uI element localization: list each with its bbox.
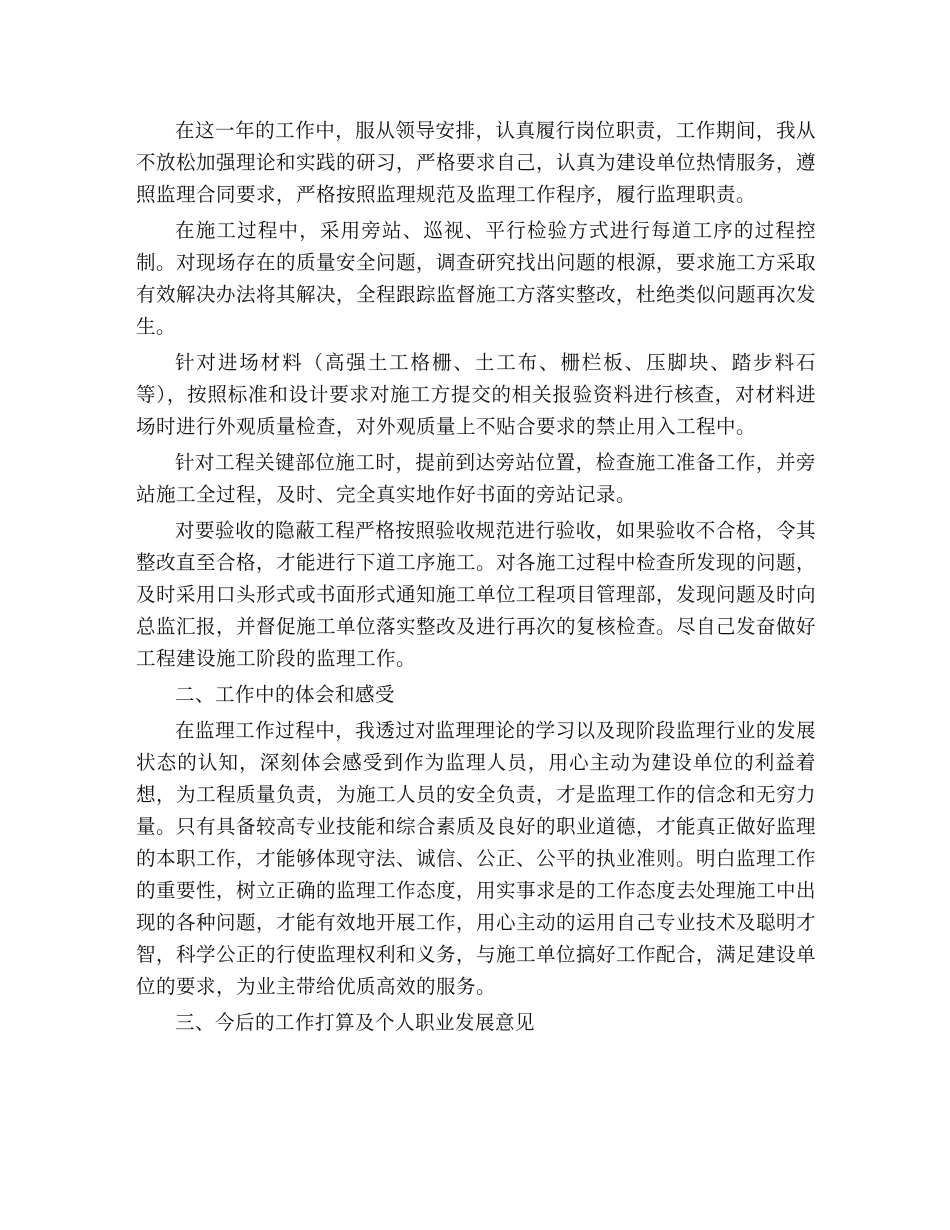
paragraph-key-parts-supervision: 针对工程关键部位施工时，提前到达旁站位置，检查施工准备工作，并旁站施工全过程，及时、完全真实地作好书面的旁站记录。 — [136, 451, 816, 506]
paragraph-material-inspection: 针对进场材料（高强土工格栅、土工布、栅栏板、压脚块、踏步料石等），按照标准和设计要求对施工方提交的相关报验资料进行核查，对材料进场时进行外观质量检查，对外观质量上不贴合要求的禁止用入工程中。 — [136, 351, 816, 438]
section-heading-future-plans: 三、今后的工作打算及个人职业发展意见 — [175, 1011, 536, 1034]
paragraph-work-overview: 在这一年的工作中，服从领导安排，认真履行岗位职责，工作期间，我从不放松加强理论和实践的研习，严格要求自己，认真为建设单位热情服务，遵照监理合同要求，严格按照监理规范及监理工作程序，履行监理职责。 — [136, 119, 817, 206]
section-heading-experience: 二、工作中的体会和感受 — [175, 683, 396, 706]
paragraph-concealed-works-acceptance: 对要验收的隐蔽工程严格按照验收规范进行验收，如果验收不合格，令其整改直至合格，才能进行下道工序施工。对各施工过程中检查所发现的问题，及时采用口头形式或书面形式通知施工单位工程项目管理部，发现问题及时向总监汇报，并督促施工单位落实整改及进行再次的复核检查。尽自己发奋做好工程建设施工阶段的监理工作。 — [136, 519, 817, 670]
document-body — [136, 115, 816, 1043]
paragraph-process-control: 在施工过程中，采用旁站、巡视、平行检验方式进行每道工序的过程控制。对现场存在的质量安全问题，调查研究找出问题的根源，要求施工方采取有效解决办法将其解决，全程跟踪监督施工方落实整改，杜绝类似问题再次发生。 — [136, 219, 817, 338]
paragraph-experience: 在监理工作过程中，我透过对监理理论的学习以及现阶段监理行业的发展状态的认知，深刻体会感受到作为监理人员，用心主动为建设单位的利益着想，为工程质量负责，为施工人员的安全负责，才是监理工作的信念和无穷力量。只有具备较高专业技能和综合素质及良好的职业道德，才能真正做好监理的本职工作，才能够体现守法、诚信、公正、公平的执业准则。明白监理工作的重要性，树立正确的监理工作态度，用实事求是的工作态度去处理施工中出现的各种问题，才能有效地开展工作，用心主动的运用自己专业技术及聪明才智，科学公正的行使监理权利和义务，与施工单位搞好工作配合，满足建设单位的要求，为业主带给优质高效的服务。 — [136, 719, 817, 998]
